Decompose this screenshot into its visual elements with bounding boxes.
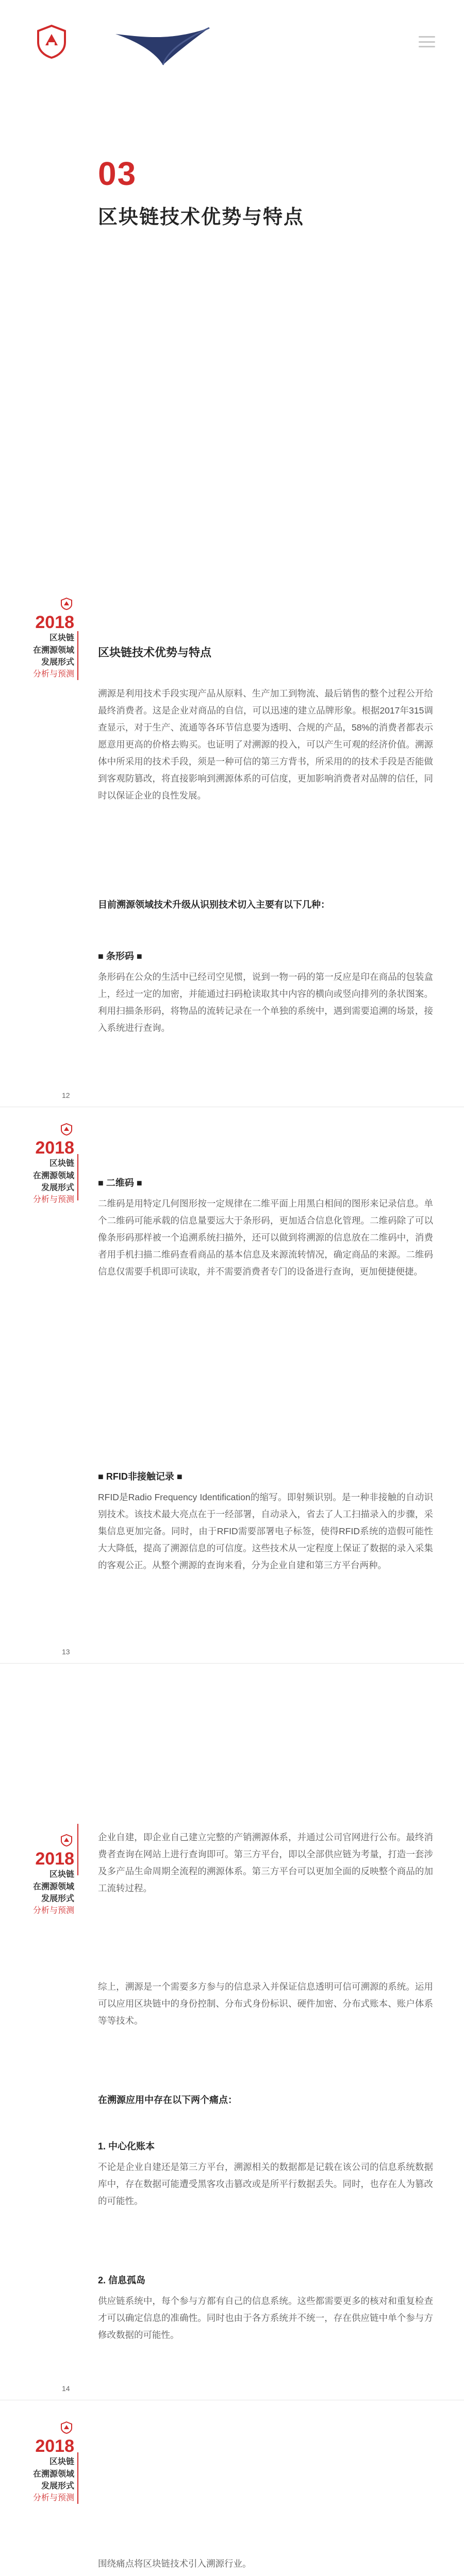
paragraph-1: 溯源是利用技术手段实现产品从原料、生产加工到物流、最后销售的整个过程公开给最终消费者。这是企业对商品的自信，可以迅速的建立品牌形象。根据2017年315调查显示，对于生产、流通等各环节信息要为透明、合规的产品，58%的消费者都表示愿意用更高的价格去购买。也证明了对溯源的投入，可以产生可观的经济价值。溯源体中所采用的技术手段，须是一种可信的第三方背书，所采用的的技术手段是否能做到客观防篡改，将直接影响到溯源体系的可信度，更加影响消费者对品牌的信任，同时以保证企业的良性发展。 [98,688,433,801]
paragraph-2: 目前溯源领域技术升级从识别技术切入主要有以下几种： [98,900,330,910]
sidebar-line2: 在溯源领域 [32,1171,74,1180]
pain-point-2-heading: 2. 信息孤岛 [98,2275,146,2285]
paragraph-3: 企业自建，即企业自己建立完整的产销溯源体系，并通过公司官网进行公布。最终消费者查询在网站上进行查询即可。第三方平台，即以全部供应链为考量，打造一套涉及多产品生命周期全流程的溯源体系。第三方平台可以更加全面的反映整个商品的加工流转过程。 [98,1832,433,1893]
paragraph-6: 围绕痛点将区块链技术引入溯源行业。 [98,2558,252,2569]
sidebar-line4: 分析与预测 [32,1195,74,1204]
sidebar-divider [77,2452,78,2504]
sidebar-line3: 发展形式 [41,1183,74,1192]
sidebar-year: 2018 [35,1849,74,1869]
sidebar-divider [77,1824,78,1875]
sidebar-year: 2018 [35,613,74,632]
sidebar-line4: 分析与预测 [32,669,74,679]
pain-point-1-heading: 1. 中心化账本 [98,2141,155,2151]
shield-mark-icon [61,2421,72,2434]
page-number: 12 [62,1091,70,1099]
sidebar-line4: 分析与预测 [32,2493,74,2502]
sidebar-line2: 在溯源领域 [32,1882,74,1891]
top-bar [0,0,464,77]
barcode-paragraph: 条形码在公众的生活中已经司空见惯，说到一物一码的第一反应是印在商品的包装盒上，经过一定的加密，并能通过扫码枪读取其中内容的横向或竖向排列的条状图案。利用扫描条形码，将物品的流转记录在一个单独的系统中，遇到需要追溯的场景，接入系统进行查询。 [98,972,433,1033]
menu-icon[interactable] [419,36,435,47]
page-number: 13 [62,1648,70,1656]
sidebar-line1: 区块链 [49,1870,74,1879]
bird-logo-icon [113,26,211,67]
rfid-paragraph: RFID是Radio Frequency Identification的缩写。即射频识别。是一种非接触的自动识别技术。该技术最大亮点在于一经部署，自动录入，省去了人工扫描录入的步骤，采集信息更加完备。同时，由于RFID需要部署电子标签，使得RFID系统的造假可能性大大降低，提高了溯源信息的可信度。这些技术从一定程度上保证了数据的录入采集的客观公正。从整个溯源的查询来看，分为企业自建和第三方平台两种。 [98,1492,433,1570]
paragraph-4: 综上，溯源是一个需要多方参与的信息录入并保证信息透明可信可溯源的系统。运用可以应用区块链中的身份控制、分布式身份标识、硬件加密、分布式账本、账户体系等等技术。 [98,1981,433,2026]
page-number: 14 [62,2384,70,2393]
pain-point-2-paragraph: 供应链系统中，每个参与方都有自己的信息系统。这些都需要更多的核对和重复检查才可以确定信息的准确性。同时也由于各方系统并不统一，存在供应链中单个参与方修改数据的可能性。 [98,2296,433,2340]
shield-mark-icon [61,1123,72,1136]
sidebar-line2: 在溯源领域 [32,646,74,655]
qrcode-heading: ■ 二维码 ■ [98,1178,142,1188]
sidebar-banner [0,2421,77,2504]
sidebar-line4: 分析与预测 [32,1906,74,1915]
paragraph-5: 在溯源应用中存在以下两个痛点： [98,2095,237,2105]
page-separator [0,1663,464,1664]
chapter-title: 区块链技术优势与特点 [98,207,305,228]
sidebar-line2: 在溯源领域 [32,2469,74,2479]
sidebar-line3: 发展形式 [41,1894,74,1903]
qrcode-paragraph: 二维码是用特定几何图形按一定规律在二维平面上用黑白相间的图形来记录信息。单个二维码可能承载的信息量要远大于条形码，更加适合信息化管理。二维码除了可以像条形码那样被一个追溯系统扫描外，还可以做到将溯源的信息放在二维码中，消费者用手机扫描二维码查看商品的基本信息及来源流转情况，确定商品的来源。二维码信息仅需要手机即可读取，并不需要消费者专门的设备进行查询，更加便捷便捷。 [98,1198,433,1277]
pain-point-1-paragraph: 不论是企业自建还是第三方平台，溯源相关的数据都是记载在该公司的信息系统数据库中，存在数据可能遭受黑客攻击篡改或是所平行数据丢失。同时，也存在人为篡改的可能性。 [98,2162,433,2206]
chapter-number: 03 [98,155,137,192]
section-title: 区块链技术优势与特点 [98,646,212,659]
sidebar-line1: 区块链 [49,2458,74,2467]
sidebar-banner [0,1834,77,1917]
sidebar-divider [77,631,78,680]
sidebar-year: 2018 [35,2436,74,2456]
sidebar-banner [0,1123,77,1206]
rfid-heading: ■ RFID非接触记录 ■ [98,1471,183,1482]
sidebar-line1: 区块链 [49,634,74,643]
sidebar-banner [0,598,77,680]
sidebar-divider [77,1154,78,1200]
shield-logo-icon[interactable] [36,25,67,59]
sidebar-year: 2018 [35,1138,74,1158]
sidebar-line1: 区块链 [49,1159,74,1168]
barcode-heading: ■ 条形码 ■ [98,951,142,961]
shield-mark-icon [61,598,72,610]
sidebar-line3: 发展形式 [41,657,74,667]
shield-mark-icon [61,1834,72,1846]
sidebar-line3: 发展形式 [41,2481,74,2490]
